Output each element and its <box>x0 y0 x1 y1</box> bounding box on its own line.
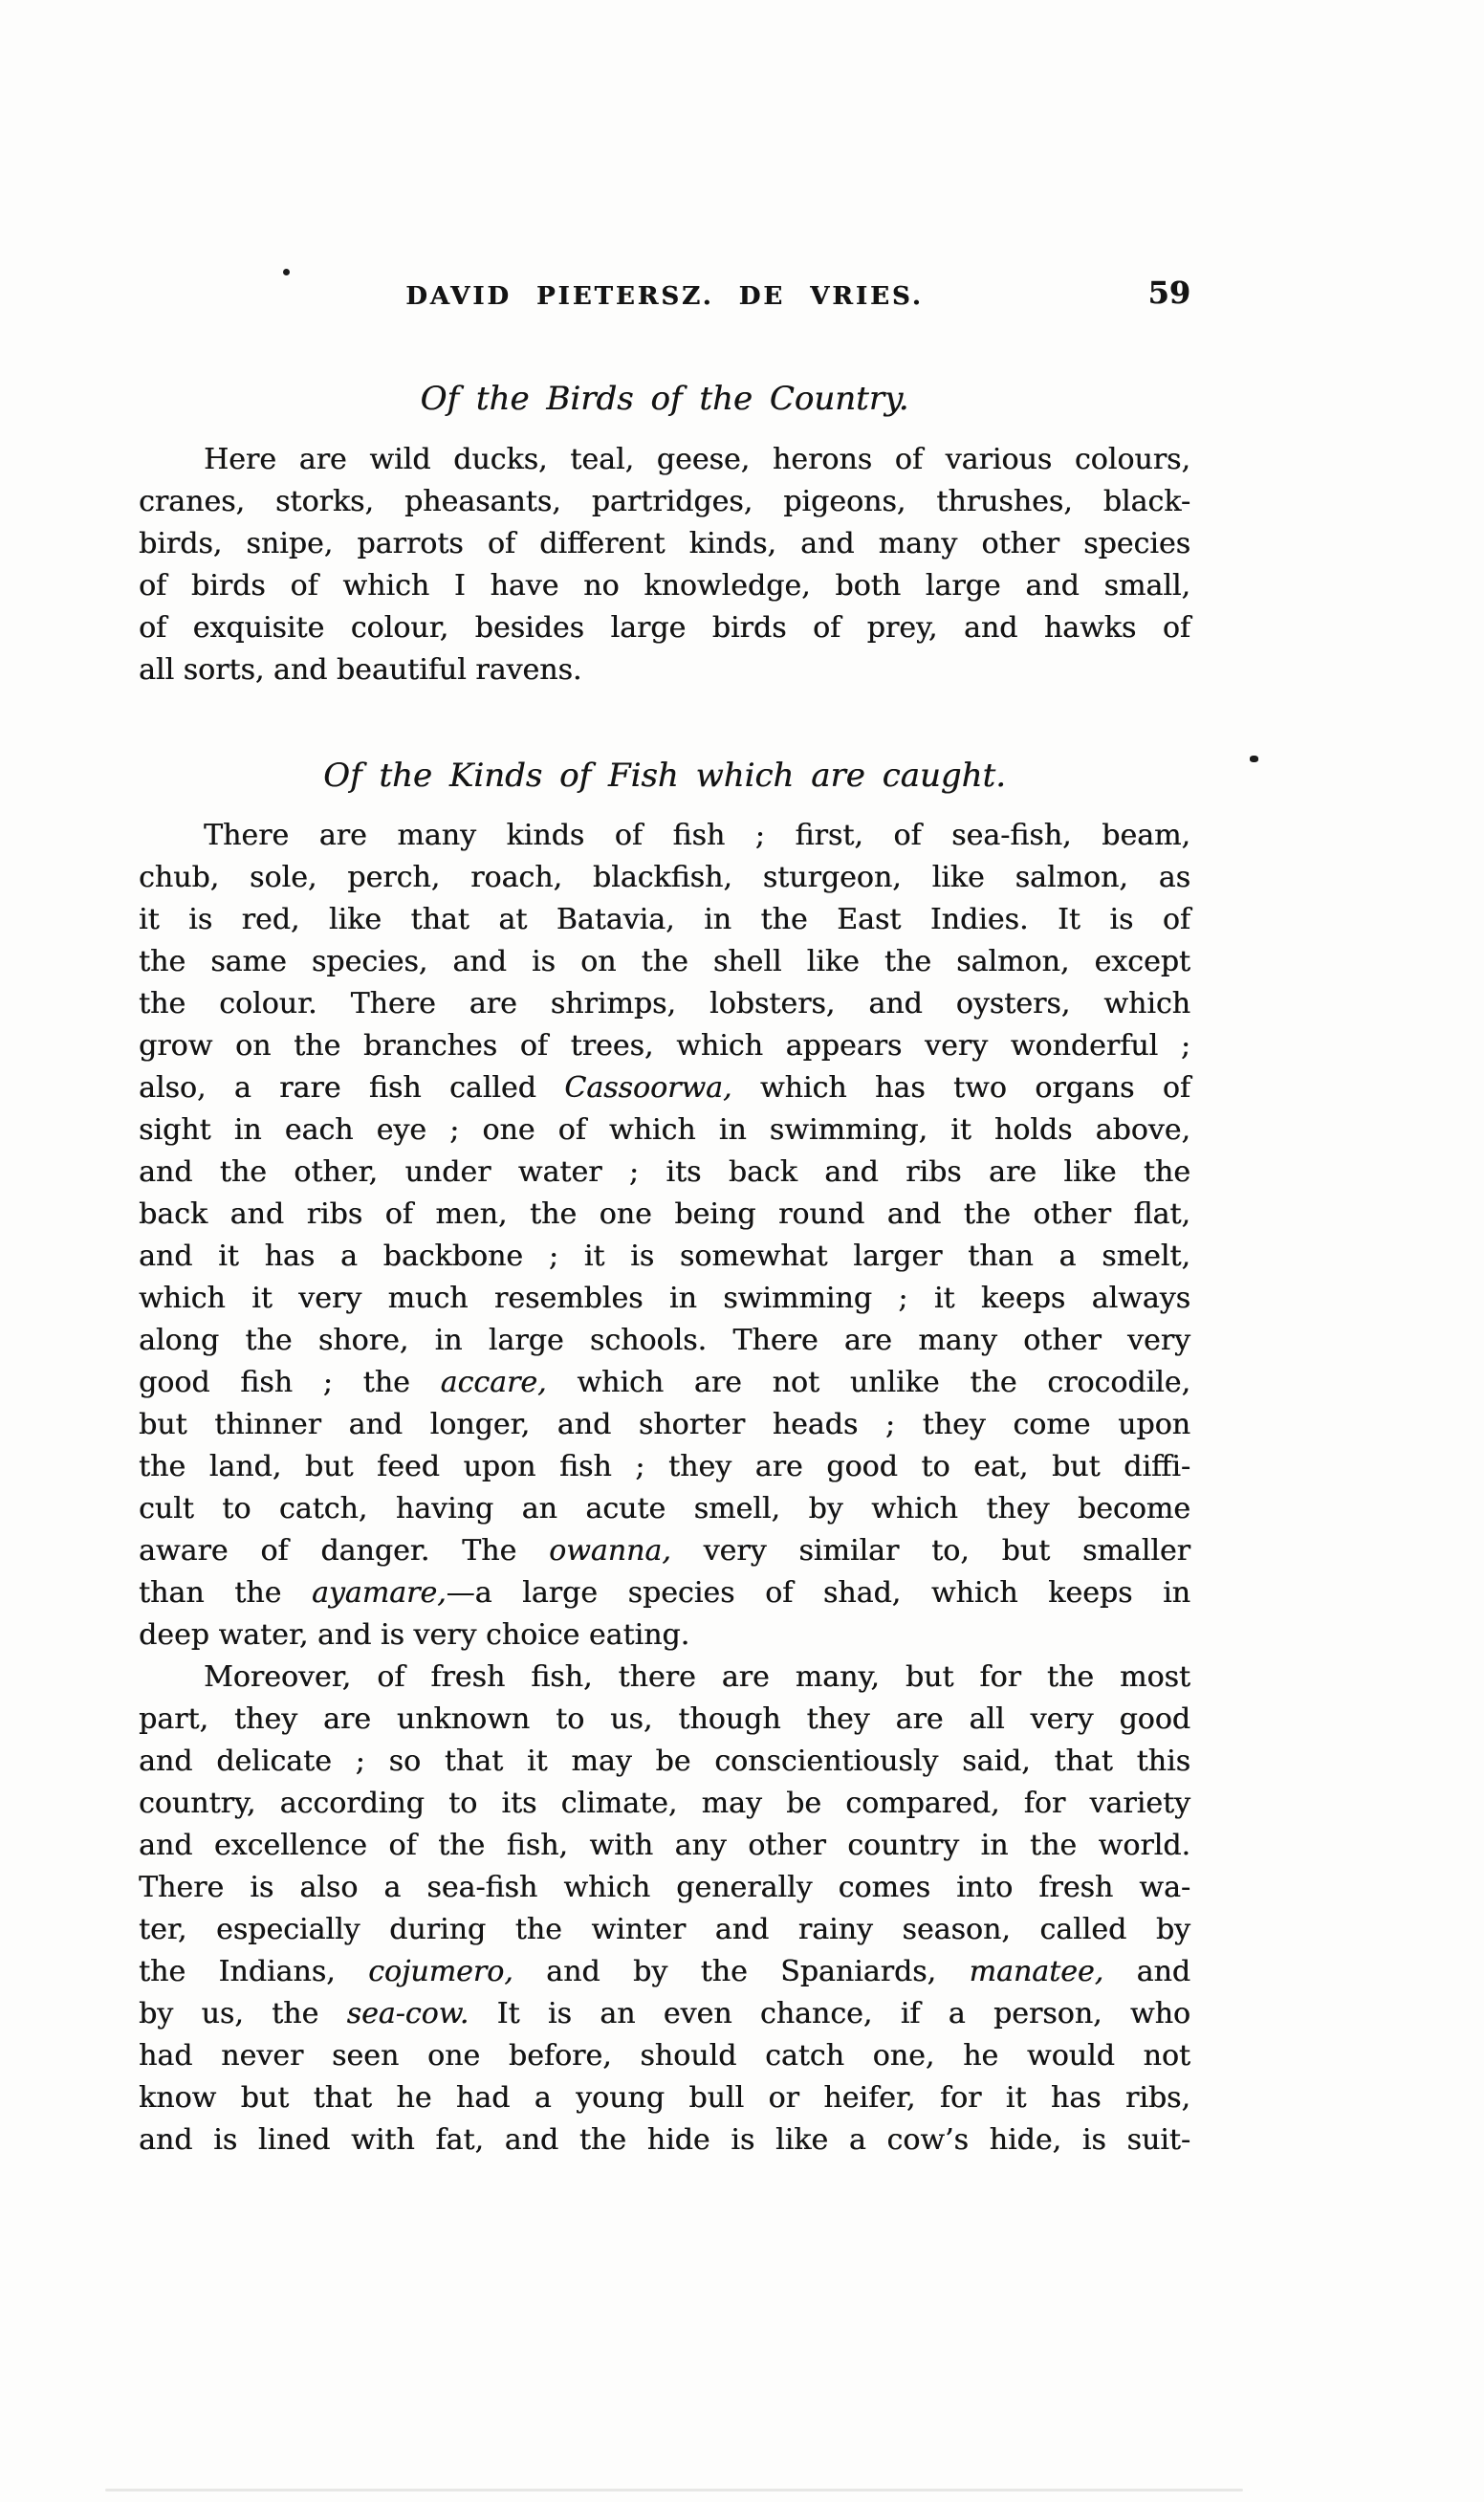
text-line: all sorts, and beautiful ravens. <box>139 653 582 687</box>
text-line: the same species, and is on the shell like the salmon, except <box>139 945 1190 978</box>
ink-speck <box>283 269 290 275</box>
section-heading-fish: Of the Kinds of Fish which are caught. <box>323 757 1006 795</box>
text-line: but thinner and longer, and shorter heads ; they come upon <box>139 1408 1190 1441</box>
text-line: and is lined with fat, and the hide is like a cow’s hide, is suit- <box>139 2123 1190 2157</box>
text-line: cult to catch, having an acute smell, by which they become <box>139 1492 1190 1525</box>
text-line: of birds of which I have no knowledge, both large and small, <box>139 569 1190 603</box>
text-line: than the ayamare,—a large species of shad, which keeps in <box>139 1576 1190 1610</box>
text-line: There are many kinds of fish ; first, of sea-fish, beam, <box>204 819 1190 852</box>
text-line: ter, especially during the winter and rainy season, called by <box>139 1913 1190 1946</box>
text-line: back and ribs of men, the one being round and the other flat, <box>139 1197 1190 1231</box>
text-line: chub, sole, perch, roach, blackfish, sturgeon, like salmon, as <box>139 861 1190 894</box>
text-line: part, they are unknown to us, though they are all very good <box>139 1702 1190 1736</box>
text-line: aware of danger. The owanna, very similar to, but smaller <box>139 1534 1190 1568</box>
text-line: know but that he had a young bull or heifer, for it has ribs, <box>139 2081 1190 2115</box>
paragraph-birds <box>139 439 1190 691</box>
text-line: by us, the sea-cow. It is an even chance, if a person, who <box>139 1997 1190 2030</box>
text-line: deep water, and is very choice eating. <box>139 1618 690 1652</box>
text-line: country, according to its climate, may be compared, for variety <box>139 1787 1190 1820</box>
text-line: sight in each eye ; one of which in swimming, it holds above, <box>139 1113 1190 1147</box>
text-line: birds, snipe, parrots of different kinds, and many other species <box>139 527 1190 560</box>
text-line: which it very much resembles in swimming ; it keeps always <box>139 1282 1190 1315</box>
text-line: and excellence of the fish, with any other country in the world. <box>139 1829 1190 1862</box>
scan-edge-artifact <box>105 2489 1243 2491</box>
paragraph-fresh-fish <box>139 1657 1190 2162</box>
text-line: and it has a backbone ; it is somewhat larger than a smelt, <box>139 1240 1190 1273</box>
text-line: the land, but feed upon fish ; they are good to eat, but diffi- <box>139 1450 1190 1483</box>
text-line: Here are wild ducks, teal, geese, herons of various colours, <box>204 443 1190 476</box>
text-line: and delicate ; so that it may be conscientiously said, that this <box>139 1745 1190 1778</box>
text-line: along the shore, in large schools. There are many other very <box>139 1324 1190 1357</box>
paragraph-sea-fish <box>139 815 1190 1657</box>
ink-speck <box>1250 756 1258 762</box>
section-heading-birds: Of the Birds of the Country. <box>420 380 909 418</box>
text-line: the colour. There are shrimps, lobsters, and oysters, which <box>139 987 1190 1021</box>
text-line: of exquisite colour, besides large birds of prey, and hawks of <box>139 611 1190 645</box>
text-line: There is also a sea-fish which generally comes into fresh wa- <box>139 1871 1190 1904</box>
text-line: and the other, under water ; its back and ribs are like the <box>139 1155 1190 1189</box>
page-number: 59 <box>1147 274 1190 311</box>
text-line: good fish ; the accare, which are not unlike the crocodile, <box>139 1366 1190 1399</box>
text-line: cranes, storks, pheasants, partridges, pigeons, thrushes, black- <box>139 485 1190 518</box>
text-line: it is red, like that at Batavia, in the East Indies. It is of <box>139 903 1190 936</box>
running-head: DAVID PIETERSZ. DE VRIES. <box>405 282 924 311</box>
text-line: also, a rare fish called Cassoorwa, which has two organs of <box>139 1071 1190 1105</box>
text-line: the Indians, cojumero, and by the Spaniards, manatee, and <box>139 1955 1191 1988</box>
text-line: had never seen one before, should catch one, he would not <box>139 2039 1190 2073</box>
text-line: grow on the branches of trees, which appears very wonderful ; <box>139 1029 1190 1063</box>
text-line: Moreover, of fresh fish, there are many, but for the most <box>204 1660 1190 1694</box>
